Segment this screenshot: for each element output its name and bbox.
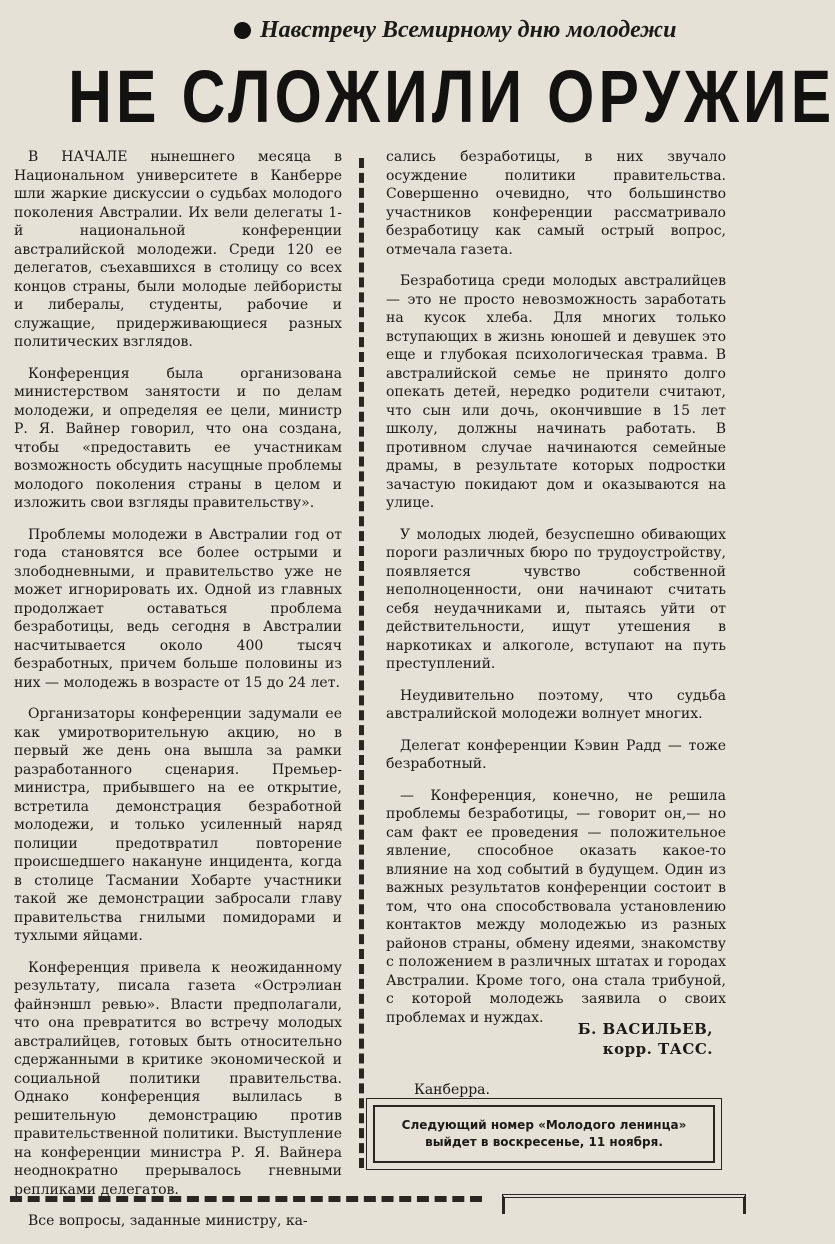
paragraph: — Конференция, конечно, не решила проблемы безработицы, — говорит он,— но сам факт ее проведения — положительное явление, способное оказать какое-то влияние на ход событий в будущем. Один из важных результатов конференции состоит в том, что она способствовала установлению контактов между молодежью из разных районов страны, обмену идеями, знакомству с положением в различных штатах и городах Австралии. Кроме того, она стала трибуной, с которой молодежь заявила о своих проблемах и нуждах. <box>386 787 726 1026</box>
paragraph: Делегат конференции Кэвин Радд — тоже безработный. <box>386 737 726 772</box>
paragraph: сались безработицы, в них звучало осуждение политики правительства. Совершенно очевидно, что большинство участников конференции рассматривало безработицу как самый острый вопрос, отмечала газета. <box>386 149 726 258</box>
paragraph: Неудивительно поэтому, что судьба австралийской молодежи волнует многих. <box>386 687 726 722</box>
paragraph: Конференция была организована министерством занятости и по делам молодежи, и определяя ее цели, министр Р. Я. Вайнер говорил, что она создана, чтобы «предоставить ее участникам возможность обсудить насущные проблемы молодого поколения страны в целом и изложить свои взгляды правительству». <box>14 365 342 511</box>
bottom-box <box>502 1194 746 1214</box>
article-column-2 <box>386 148 726 1040</box>
rubric <box>234 12 746 48</box>
paragraph: Проблемы молодежи в Австралии год от года становятся все более острыми и злободневными, и правительство уже не может игнорировать их. Одной из главных продолжает оставаться проблема безработицы, ведь сегодня в Австралии насчитывается около 400 тысяч безработных, причем больше половины из них — молодежь в возрасте от 15 до 24 лет. <box>14 526 342 691</box>
dateline: Канберра. <box>414 1082 490 1098</box>
notice-text: Следующий номер «Молодого ленинца» выйдет в воскресенье, 11 ноября. <box>373 1105 715 1163</box>
paragraph: Все вопросы, заданные министру, ка- <box>28 1213 308 1229</box>
author-name: Б. ВАСИЛЬЕВ, <box>577 1020 713 1038</box>
next-issue-notice <box>366 1098 722 1170</box>
headline: НЕ СЛОЖИЛИ ОРУЖИЕ <box>68 55 835 138</box>
article-column-1 <box>14 148 342 1244</box>
paragraph: В НАЧАЛЕ нынешнего месяца в Национальном университете в Канберре шли жаркие дискуссии о судьбах молодого поколения Австралии. Их вели делегаты 1-й национальной конференции австралийской молодежи. Среди 120 ее делегатов, съехавшихся в столицу со всех концов страны, были молодые лейбористы и либералы, студенты, рабочие и служащие, придерживающиеся разных политических взглядов. <box>14 149 342 350</box>
author-affiliation: корр. ТАСС. <box>602 1040 713 1058</box>
rubric-text: Навстречу Всемирному дню молодежи <box>260 16 677 43</box>
paragraph: Безработица среди молодых австралийцев — это не просто невозможность заработать на кусок хлеба. Для многих только вступающих в жизнь юношей и девушек это еще и глубокая психологическая травма. В австралийской семье не принято долго опекать детей, нередко родители считают, что сын или дочь, окончившие в 15 лет школу, должны начинать работать. В противном случае начинаются семейные драмы, в результате которых подростки зачастую покидают дом и оказываются на улице. <box>386 273 726 511</box>
paragraph: Организаторы конференции задумали ее как умиротворительную акцию, но в первый же день она вышла за рамки разработанного сценария. Премьер-министра, прибывшего на ее открытие, встретила демонстрация безработной молодежи, и только усиленный наряд полиции предотвратил повторение происшедшего накануне инцидента, когда в столице Тасмании Хобарте участники такой же демонстрации забросали главу правительства гнилыми помидорами и тухлыми яйцами. <box>14 706 342 944</box>
paragraph: Конференция привела к неожиданному результату, писала газета «Острэлиан файнэншл ревью». Власти предполагали, что она превратится во встречу молодых австралийцев, готовых быть относительно сдержанными в критике экономической и социальной политики правительства. Однако конференция вылилась в решительную демонстрацию против правительственной политики. Выступление на конференции министра Р. Я. Вайнера неоднократно прерывалось гневными репликами делегатов. <box>14 959 342 1198</box>
column-divider <box>359 158 364 1168</box>
paragraph: У молодых людей, безуспешно обивающих пороги различных бюро по трудоустройству, появляется чувство собственной неполноценности, они начинают считать себя неудачниками и, пытаясь уйти от действительности, ищут утешения в наркотиках и алкоголе, вступают на путь преступлений. <box>386 526 726 672</box>
bottom-rule <box>10 1196 482 1202</box>
bullet-icon <box>234 22 251 39</box>
